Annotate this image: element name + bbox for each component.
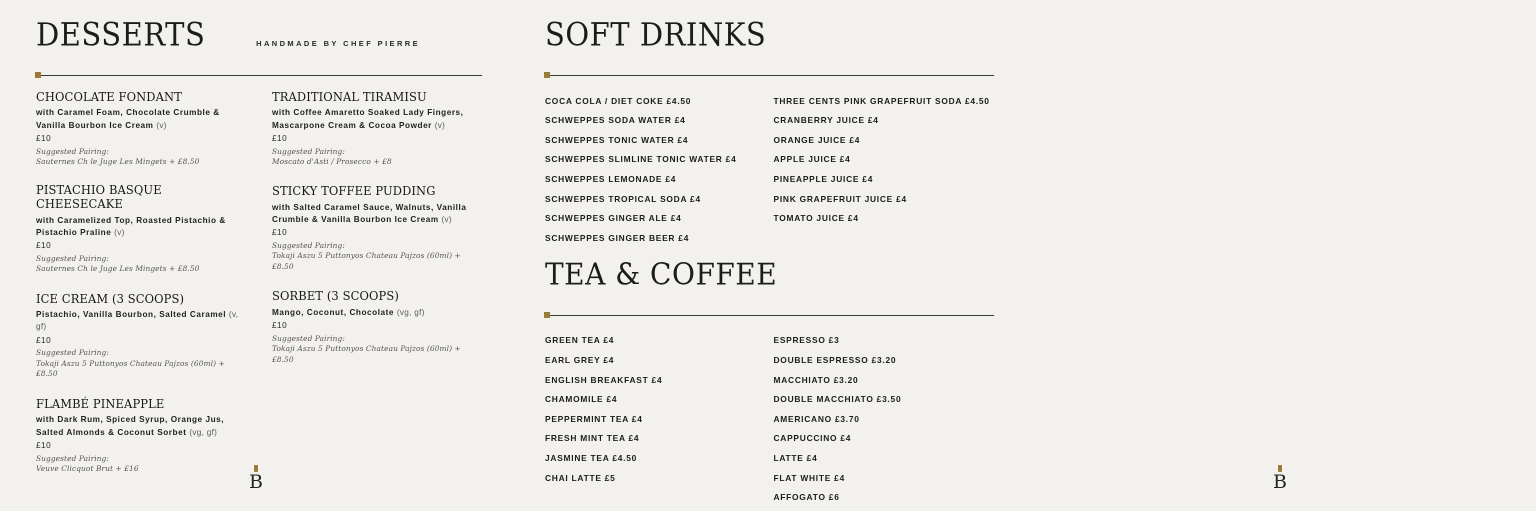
dish-price: £10 — [272, 133, 288, 143]
list-item[interactable]: AMERICANO £3.70 — [773, 413, 860, 424]
list-item[interactable]: SCHWEPPES TONIC WATER £4 — [545, 134, 689, 145]
soft-drinks-column-1 — [545, 91, 766, 248]
list-item[interactable]: SCHWEPPES LEMONADE £4 — [545, 173, 677, 184]
list-item[interactable]: GREEN TEA £4 — [545, 335, 615, 346]
dish-description — [36, 414, 246, 439]
dish-description — [36, 107, 246, 132]
list-item[interactable]: CAPPUCCINO £4 — [773, 433, 852, 444]
desserts-divider — [36, 75, 482, 76]
dish-chocolate-fondant[interactable] — [36, 91, 246, 167]
list-item[interactable]: APPLE JUICE £4 — [773, 154, 851, 165]
dish-price: £10 — [36, 241, 52, 251]
list-item[interactable]: PEPPERMINT TEA £4 — [545, 413, 643, 424]
list-item[interactable]: PINEAPPLE JUICE £4 — [773, 173, 874, 184]
pairing-label: Suggested Pairing: — [36, 453, 109, 463]
list-item[interactable]: PINK GRAPEFRUIT JUICE £4 — [773, 193, 907, 204]
desserts-title: DESSERTS — [36, 16, 206, 54]
dish-price: £10 — [36, 440, 52, 450]
soft-drinks-section — [545, 16, 994, 248]
pairing-label: Suggested Pairing: — [272, 240, 345, 250]
list-item[interactable]: ENGLISH BREAKFAST £4 — [545, 374, 663, 385]
dish-description — [272, 202, 482, 227]
right-page-monogram — [1024, 465, 1536, 493]
list-item[interactable]: ORANGE JUICE £4 — [773, 134, 861, 145]
pairing-text: Tokaji Aszu 5 Puttonyos Chateau Pajzos (60ml) + £8.50 — [272, 250, 461, 271]
desserts-column-1 — [36, 91, 246, 492]
pairing-text: Moscato d'Asti / Prosecco + £8 — [272, 156, 392, 166]
dish-description-text: with Coffee Amaretto Soaked Lady Fingers, Mascarpone Cream & Cocoa Powder — [272, 108, 464, 130]
pairing-label: Suggested Pairing: — [272, 146, 345, 156]
list-item[interactable]: LATTE £4 — [773, 452, 818, 463]
dish-description — [272, 307, 482, 319]
dish-price: £10 — [272, 320, 288, 330]
list-item[interactable]: FRESH MINT TEA £4 — [545, 433, 640, 444]
list-item[interactable]: SCHWEPPES SODA WATER £4 — [545, 115, 686, 126]
right-page — [512, 0, 1287, 511]
pairing-text: Tokaji Aszu 5 Puttonyos Chateau Pajzos (60ml) + £8.50 — [272, 343, 461, 364]
tea-coffee-section — [545, 256, 994, 507]
list-item[interactable]: CHAI LATTE £5 — [545, 472, 616, 483]
desserts-column-2 — [272, 91, 482, 492]
dish-name: FLAMBÉ PINEAPPLE — [36, 396, 165, 412]
tea-coffee-columns — [545, 331, 994, 507]
dish-diet-tag: (v) — [156, 120, 167, 130]
monogram-letter: B — [249, 471, 263, 493]
list-item[interactable]: SCHWEPPES GINGER BEER £4 — [545, 232, 690, 243]
dish-name: CHOCOLATE FONDANT — [36, 89, 182, 104]
pairing-label: Suggested Pairing: — [36, 146, 109, 156]
list-item[interactable]: MACCHIATO £3.20 — [773, 374, 859, 385]
dish-description-text: with Caramelized Top, Roasted Pistachio & Pistachio Praline — [36, 215, 226, 238]
list-item[interactable]: DOUBLE MACCHIATO £3.50 — [773, 394, 902, 405]
tea-coffee-title: TEA & COFFEE — [545, 256, 778, 292]
list-item[interactable]: COCA COLA / DIET COKE £4.50 — [545, 95, 692, 106]
dish-description-text: Mango, Coconut, Chocolate — [272, 307, 395, 317]
pairing-text: Sauternes Ch le Juge Les Mingets + £8.50 — [36, 156, 200, 166]
tea-column — [545, 331, 766, 507]
dish-diet-tag: (v) — [114, 228, 125, 238]
list-item[interactable]: JASMINE TEA £4.50 — [545, 452, 638, 463]
list-item[interactable]: SCHWEPPES TROPICAL SODA £4 — [545, 193, 701, 204]
chef-tagline: HANDMADE BY CHEF PIERRE — [256, 39, 420, 48]
dish-name: SORBET (3 SCOOPS) — [272, 288, 399, 304]
tea-coffee-divider — [545, 315, 994, 316]
pairing-text: Tokaji Aszu 5 Puttonyos Chateau Pajzos (60ml) + £8.50 — [36, 358, 225, 379]
list-item[interactable]: AFFOGATO £6 — [773, 492, 840, 503]
list-item[interactable]: EARL GREY £4 — [545, 354, 615, 365]
list-item[interactable]: CRANBERRY JUICE £4 — [773, 115, 879, 126]
dish-price: £10 — [272, 228, 288, 238]
dish-name: ICE CREAM (3 SCOOPS) — [36, 291, 185, 306]
dish-diet-tag: (vg, gf) — [189, 427, 218, 437]
left-page — [0, 0, 512, 511]
dish-name: STICKY TOFFEE PUDDING — [272, 183, 436, 199]
list-item[interactable]: TOMATO JUICE £4 — [773, 213, 859, 224]
pairing-label: Suggested Pairing: — [36, 348, 109, 358]
coffee-column — [774, 331, 995, 507]
soft-drinks-divider — [545, 75, 994, 76]
pairing-text: Sauternes Ch le Juge Les Mingets + £8.50 — [36, 264, 200, 274]
dish-diet-tag: (v) — [434, 120, 446, 130]
dish-price: £10 — [36, 133, 52, 143]
soft-drinks-header — [545, 16, 994, 62]
dish-sticky-toffee-pudding[interactable] — [272, 185, 482, 272]
soft-drinks-columns — [545, 91, 994, 248]
left-page-monogram — [0, 465, 512, 493]
dish-sorbet[interactable] — [272, 290, 482, 365]
desserts-columns — [36, 91, 482, 492]
list-item[interactable]: THREE CENTS PINK GRAPEFRUIT SODA £4.50 — [773, 95, 990, 106]
dish-name: PISTACHIO BASQUE CHEESECAKE — [36, 182, 162, 212]
soft-drinks-column-2 — [774, 91, 995, 248]
dish-diet-tag: (v) — [441, 214, 452, 224]
list-item[interactable]: CHAMOMILE £4 — [545, 394, 618, 405]
soft-drinks-title: SOFT DRINKS — [545, 16, 767, 54]
pairing-label: Suggested Pairing: — [36, 254, 109, 264]
pairing-label: Suggested Pairing: — [272, 333, 345, 343]
dish-description — [36, 309, 246, 334]
dish-description-text: with Salted Caramel Sauce, Walnuts, Vanilla Crumble & Vanilla Bourbon Ice Cream — [272, 202, 467, 224]
dish-price: £10 — [36, 335, 52, 345]
list-item[interactable]: ESPRESSO £3 — [773, 335, 840, 346]
dish-pistachio-basque-cheesecake[interactable] — [36, 182, 246, 275]
dish-flambe-pineapple[interactable] — [36, 398, 246, 474]
tea-coffee-header — [545, 256, 994, 302]
dish-ice-cream[interactable] — [36, 293, 246, 380]
list-item[interactable]: FLAT WHITE £4 — [773, 472, 845, 483]
dish-traditional-tiramisu[interactable] — [272, 91, 482, 167]
dish-description-text: Pistachio, Vanilla Bourbon, Salted Caramel — [36, 310, 227, 320]
dish-description — [272, 107, 482, 132]
list-item[interactable]: SCHWEPPES SLIMLINE TONIC WATER £4 — [545, 154, 737, 165]
dish-description-text: with Dark Rum, Spiced Syrup, Orange Jus, Salted Almonds & Coconut Sorbet — [36, 415, 225, 437]
pairing-text: Veuve Clicquot Brut + £16 — [36, 463, 139, 473]
dish-diet-tag: (vg, gf) — [396, 307, 425, 317]
dish-description-text: with Caramel Foam, Chocolate Crumble & Vanilla Bourbon Ice Cream — [36, 108, 220, 130]
list-item[interactable]: SCHWEPPES GINGER ALE £4 — [545, 213, 682, 224]
monogram-letter: B — [1273, 471, 1287, 493]
dish-diet-tag: (v, gf) — [36, 310, 239, 332]
dish-description — [36, 215, 246, 240]
dish-name: TRADITIONAL TIRAMISU — [272, 89, 427, 104]
desserts-header — [36, 16, 482, 62]
list-item[interactable]: DOUBLE ESPRESSO £3.20 — [773, 354, 897, 365]
